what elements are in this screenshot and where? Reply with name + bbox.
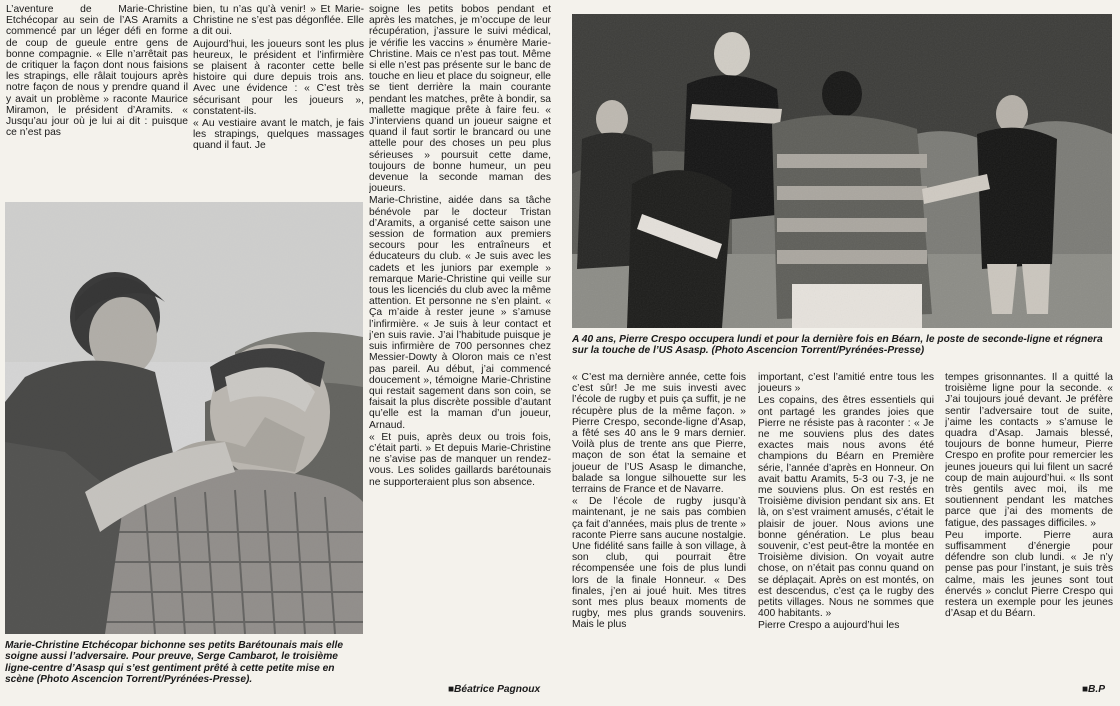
photo-caption-2: A 40 ans, Pierre Crespo occupera lundi et pour la dernière fois en Béarn, le poste de seconde-ligne et régnera sur la touche de l’US Asasp. (Photo Ascencion Torrent/Pyrénées-Presse): [572, 334, 1103, 357]
paragraph: Peu importe. Pierre aura suffisamment d’énergie pour défendre son club lundi. « Je n’y pense pas pour l’instant, je suis très calme, mais les jeunes sont tout énervés » conclut Pierre Crespo qui restera un exemple pour les jeunes d’Asap et du Béarn.: [945, 529, 1113, 620]
paragraph: « De l’école de rugby jusqu’à maintenant, je ne sais pas combien ça fait d’années, mais plus de trente » raconte Pierre sans aucune nostalgie. Une fidélité sans faille à son village, à son club, qui pourrait être récompensée une fois de plus lundi lors de la finale Honneur. « Des finales, j’en ai joué huit. Mes titres sont mes plus beaux moments de rugby, mes plus grands souvenirs. Mais le plus: [572, 496, 746, 631]
author-initials: B.P: [1088, 684, 1106, 695]
article1-column-2: [193, 4, 364, 200]
photo-nurse-and-player: [5, 202, 363, 634]
paragraph: bien, tu n’as qu’à venir! » Et Marie-Christine ne s’est pas dégonflée. Elle a dit oui.: [193, 4, 364, 38]
paragraph: important, c’est l’amitié entre tous les joueurs »: [758, 372, 934, 395]
author-signature-2: [1082, 684, 1105, 695]
article2-column-2: [758, 372, 934, 696]
paragraph: « Et puis, après deux ou trois fois, c’était parti. » Et depuis Marie-Christine ne s’avise pas de manquer un rendez-vous. Les solides gaillards barétounais ne supporteraient plus son absence.: [369, 431, 551, 488]
paragraph: Marie-Christine, aidée dans sa tâche bénévole par le docteur Tristan d’Aramits, a organisé cette saison une session de formation aux premiers secours pour les entraîneurs et éducateurs du club. « Je suis avec les cadets et les juniors par exemple » remarque Marie-Christine qui veille sur tous les licenciés du club avec la même attention. Et personne ne s’en plaint. « Ça m’aide à rester jeune » s’amuse l’infirmière. « Je suis à leur contact et j’en suis ravie. J’ai l’habitude puisque je suis infirmière de 700 personnes chez Messier-Dowty à Oloron mais ce n’est pas pareil. Au début, j’ai commencé doucement », témoigne Marie-Christine qui restait sagement dans son coin, se faisait la plus discrète possible d’autant qu’elle est la maman d’un joueur, Arnaud.: [369, 195, 551, 431]
article1-column-3: [369, 4, 551, 692]
paragraph: « C’est ma dernière année, cette fois c’est sûr! Je me suis investi avec l’école de rugby et puis ça suffit, je ne récupère plus de la même façon. » Pierre Crespo, seconde-ligne d’Asap, a fêté ses 40 ans le 9 mars dernier. Voilà plus de trente ans que Pierre, maçon de son état la semaine et joueur de l’US Asasp le dimanche, balade sa longue silhouette sur les terrains de France et de Navarre.: [572, 372, 746, 496]
photo-rugby-match: [572, 14, 1112, 328]
author-name: Béatrice Pagnoux: [454, 684, 541, 695]
paragraph: Les copains, des êtres essentiels qui ont partagé les grandes joies que Pierre ne résiste pas à raconter : « Je ne me souviens plus des dates exactes mais nous avons été champions du Béarn en Première série, l’année d’après en Honneur. On avait battu Aramits, 5-3 ou 7-3, je ne me souviens plus. On est restés en Troisième division pendant six ans. Et là, on s’est vraiment amusés, c’était le plaisir de jouer. Nous avions une bonne génération. Le plus beau souvenir, c’est peut-être la montée en Troisième division. On voyait autre chose, on n’était pas connu quand on se déplaçait. Après on est montés, on est descendus, c’est ça le rugby des petits villages. Nous ne sommes que 400 habitants. »: [758, 395, 934, 620]
paragraph: « Au vestiaire avant le match, je fais les strapings, quelques massages quand il faut. Je: [193, 118, 364, 152]
paragraph: soigne les petits bobos pendant et après les matches, je m’occupe de leur récupération, j’assure le suivi médical, je vérifie les vaccins » énumère Marie-Christine. Mais ce n’est pas tout. Même si elle n’est pas présente sur le banc de touche en lieu et place du soigneur, elle se tient derrière la main courante pendant les matches, prête à bondir, sa mallette magique prête à faire feu. « J’interviens quand un joueur saigne et quand il faut sortir le brancard ou une attelle pour des choses un peu plus sérieuses » poursuit cette dame, toujours de bonne humeur, un peu devenue la seconde maman des joueurs.: [369, 4, 551, 195]
paragraph: Aujourd’hui, les joueurs sont les plus heureux, le président et l’infirmière se plaisent à raconter cette belle histoire qui dure depuis trois ans. Avec une évidence : « C’est très sécurisant pour les joueurs », constatent-ils.: [193, 38, 364, 117]
square-bullet-icon: ■: [448, 684, 455, 695]
photo-caption-1: Marie-Christine Etchécopar bichonne ses petits Barétounais mais elle soigne aussi l’adversaire. Pour preuve, Serge Cambarot, le troisième ligne-centre d’Asasp qui s’est gentiment prêté à cette petite mise en scène (Photo Ascencion Torrent/Pyrénées-Presse).: [5, 640, 343, 686]
article1-column-1: [6, 4, 188, 200]
author-signature: [448, 684, 540, 695]
square-bullet-icon: ■: [1082, 684, 1089, 695]
article2-column-3: [945, 372, 1113, 682]
paragraph: Pierre Crespo a aujourd’hui les: [758, 620, 900, 632]
paragraph: L’aventure de Marie-Christine Etchécopar au sein de l’AS Aramits a commencé par un léger défi en forme de coup de gueule entre gens de bonne compagnie. « Elle n’arrêtait pas de critiquer la façon dont nous faisions les strapings, elle râlait toujours après notre façon de nous y prendre quand il y avait un problème » raconte Maurice Miramon, le président d’Aramits. « Jusqu’au jour où je lui ai dit : puisque ce n’est pas: [6, 4, 188, 139]
paragraph: tempes grisonnantes. Il a quitté la troisième ligne pour la seconde. « J’ai toujours joué devant. Je préfère sentir l’adversaire tout de suite, j’aime les contacts » s’amuse le quadra d’Asap. Jamais blessé, toujours de bonne humeur, Pierre Crespo en profite pour remercier les jeunes joueurs qui lui filent un sacré coup de main aujourd’hui. « Ils sont très gentils avec moi, ils me soutiennent pendant les matches parce que j’ai des moments de fatigue, des passages difficiles. »: [945, 372, 1113, 529]
article2-column-1: [572, 372, 746, 696]
